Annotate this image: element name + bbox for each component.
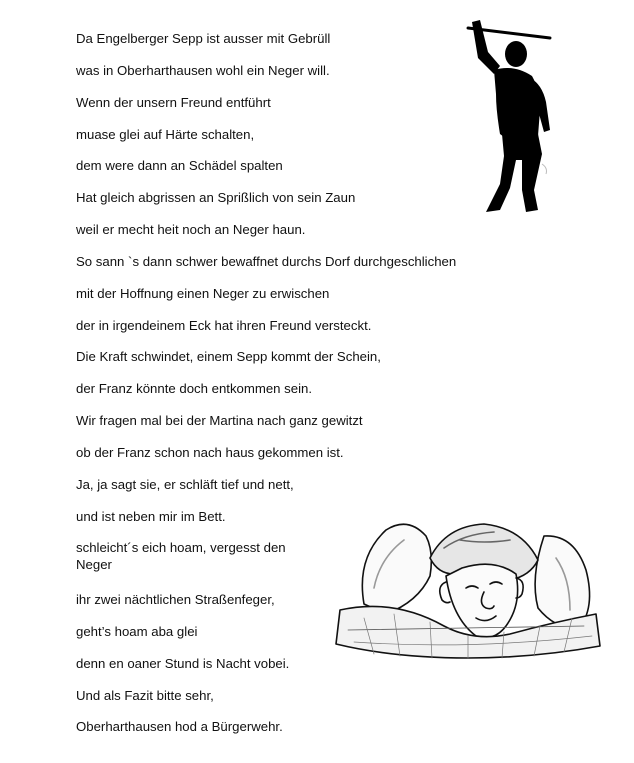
poem-line: Oberharthausen hod a Bürgerwehr. — [76, 719, 283, 734]
poem-line: ob der Franz schon nach haus gekommen ist. — [76, 445, 344, 460]
poem-line: Hat gleich abgrissen an Sprißlich von sein Zaun — [76, 190, 356, 205]
poem-line: und ist neben mir im Bett. — [76, 509, 226, 524]
poem-line: denn en oaner Stund is Nacht vobei. — [76, 656, 290, 671]
poem-line: was in Oberharthausen wohl ein Neger will. — [76, 63, 330, 78]
poem-line: weil er mecht heit noch an Neger haun. — [76, 222, 306, 237]
poem-line: mit der Hoffnung einen Neger zu erwischen — [76, 286, 330, 301]
man-with-stick-illustration — [442, 14, 564, 220]
poem-line: muase glei auf Härte schalten, — [76, 127, 255, 142]
poem-line: So sann `s dann schwer bewaffnet durchs Dorf durchgeschlichen — [76, 254, 457, 269]
poem-line: Da Engelberger Sepp ist ausser mit Gebrüll — [76, 31, 331, 46]
poem-line: Wir fragen mal bei der Martina nach ganz gewitzt — [76, 413, 363, 428]
poem-line: Und als Fazit bitte sehr, — [76, 688, 214, 703]
poem-line: der in irgendeinem Eck hat ihren Freund versteckt. — [76, 318, 372, 333]
poem-line: Wenn der unsern Freund entführt — [76, 95, 271, 110]
poem-line: schleicht´s eich hoam, vergesst den Neger — [76, 540, 286, 572]
poem-line: ihr zwei nächtlichen Straßenfeger, — [76, 592, 275, 607]
poem-line: Ja, ja sagt sie, er schläft tief und nett, — [76, 477, 294, 492]
poem-line: geht’s hoam aba glei — [76, 624, 198, 639]
sleeping-man-illustration — [334, 518, 602, 662]
poem-line: der Franz könnte doch entkommen sein. — [76, 381, 313, 396]
poem-line: dem were dann an Schädel spalten — [76, 158, 283, 173]
poem-line: Die Kraft schwindet, einem Sepp kommt der Schein, — [76, 349, 381, 364]
